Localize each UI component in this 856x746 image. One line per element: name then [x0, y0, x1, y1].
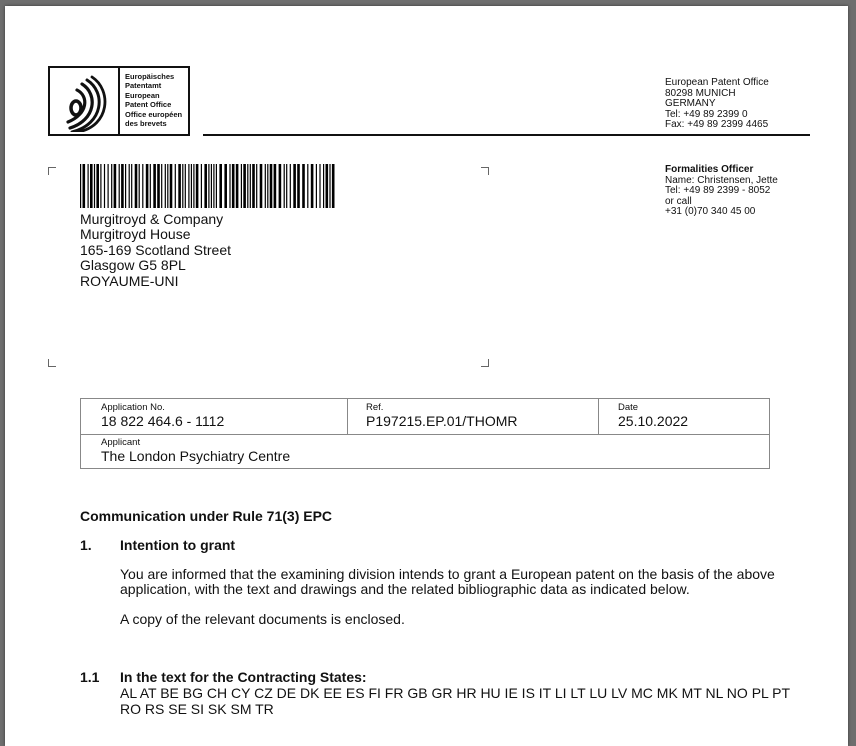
recipient-line: Murgitroyd House	[80, 226, 191, 243]
barcode-bar	[311, 164, 314, 208]
barcode-bar	[96, 164, 99, 208]
barcode-bar	[213, 164, 214, 208]
barcode-bar	[329, 164, 330, 208]
document-page	[5, 6, 848, 746]
barcode-bar	[232, 164, 235, 208]
barcode-bar	[185, 164, 186, 208]
recipient-line: Glasgow G5 8PL	[80, 257, 186, 274]
barcode-bar	[150, 164, 151, 208]
barcode-bar	[286, 164, 287, 208]
logo-line: Europäisches	[125, 72, 175, 81]
recipient-line: 165-169 Scotland Street	[80, 241, 231, 258]
barcode-bar	[196, 164, 199, 208]
barcode-bar	[211, 164, 212, 208]
officer-tel: Tel: +49 89 2399 - 8052	[665, 185, 771, 196]
barcode-bar	[201, 164, 202, 208]
barcode-bar	[153, 164, 156, 208]
states-line: AL AT BE BG CH CY CZ DE DK EE ES FI FR GB GR HR HU IE IS IT LI LT LU LV MC MK MT NL NO PL PT	[120, 685, 791, 701]
barcode-bar	[182, 164, 183, 208]
barcode-bar	[208, 164, 209, 208]
section-title: Intention to grant	[120, 537, 236, 553]
barcode-bar	[114, 164, 117, 208]
barcode	[80, 164, 336, 208]
barcode-bar	[293, 164, 296, 208]
logo-separator	[118, 68, 120, 134]
recipient-line: ROYAUME-UNI	[80, 272, 179, 289]
barcode-bar	[236, 164, 239, 208]
epo-tel: Tel: +49 89 2399 0	[665, 108, 748, 120]
window-corner-mark	[481, 359, 489, 367]
barcode-bar	[326, 164, 329, 208]
barcode-bar	[142, 164, 143, 208]
barcode-bar	[90, 164, 93, 208]
formalities-officer	[665, 165, 778, 218]
officer-name: Name: Christensen, Jette	[665, 174, 778, 186]
epo-country: GERMANY	[665, 98, 716, 109]
communication-subject: Communication under Rule 71(3) EPC	[80, 508, 333, 524]
window-corner-mark	[48, 359, 56, 367]
table-divider	[347, 399, 348, 434]
barcode-bar	[224, 164, 227, 208]
barcode-bar	[129, 164, 130, 208]
barcode-bar	[270, 164, 273, 208]
application-no-value: 18 822 464.6 - 1112	[101, 413, 225, 429]
barcode-bar	[243, 164, 246, 208]
barcode-bar	[284, 164, 285, 208]
barcode-bar	[193, 164, 194, 208]
barcode-bar	[274, 164, 277, 208]
window-corner-mark	[48, 167, 56, 175]
epo-address	[665, 78, 769, 131]
officer-alt-phone: +31 (0)70 340 45 00	[665, 206, 756, 217]
barcode-bar	[119, 164, 120, 208]
barcode-bar	[250, 164, 251, 208]
applicant-label: Applicant	[101, 437, 141, 448]
barcode-bar	[260, 164, 263, 208]
officer-title: Formalities Officer	[665, 164, 754, 175]
date-label: Date	[618, 402, 639, 413]
epo-logo	[48, 66, 190, 136]
barcode-bar	[241, 164, 242, 208]
barcode-bar	[161, 164, 162, 208]
barcode-bar	[88, 164, 89, 208]
section-number: 1.1	[80, 669, 100, 685]
application-info-table	[80, 398, 770, 469]
barcode-bar	[125, 164, 126, 208]
barcode-bar	[94, 164, 95, 208]
barcode-bar	[302, 164, 305, 208]
barcode-bar	[297, 164, 300, 208]
barcode-bar	[191, 164, 192, 208]
barcode-bar	[216, 164, 217, 208]
recipient-line: Murgitroyd & Company	[80, 211, 224, 227]
epo-street: 80298 MUNICH	[665, 87, 736, 99]
epo-fax: Fax: +49 89 2399 4465	[665, 119, 769, 130]
barcode-bar	[204, 164, 207, 208]
barcode-bar	[267, 164, 268, 208]
barcode-bar	[165, 164, 166, 208]
barcode-bar	[323, 164, 324, 208]
barcode-bar	[319, 164, 320, 208]
barcode-bar	[131, 164, 132, 208]
paragraph: You are informed that the examining division intends to grant a European patent on the basis of the above application, with the text and drawings and the related bibliographic data as indicated below.	[120, 566, 775, 598]
barcode-bar	[290, 164, 291, 208]
table-divider	[598, 399, 599, 434]
application-no-label: Application No.	[101, 402, 165, 413]
logo-line: Patent Office	[125, 99, 172, 109]
barcode-bar	[100, 164, 101, 208]
contracting-states	[120, 685, 820, 717]
barcode-bar	[252, 164, 255, 208]
barcode-bar	[279, 164, 282, 208]
officer-or-call: or call	[665, 195, 692, 207]
barcode-bar	[332, 164, 335, 208]
section-title: In the text for the Contracting States:	[120, 669, 367, 685]
recipient-address	[80, 212, 231, 289]
logo-line: Patentamt	[125, 80, 162, 90]
barcode-bar	[316, 164, 317, 208]
barcode-bar	[229, 164, 230, 208]
table-divider	[81, 434, 769, 435]
logo-line: des brevets	[125, 118, 167, 128]
barcode-bar	[175, 164, 176, 208]
header-rule	[203, 134, 810, 136]
logo-text	[125, 73, 182, 130]
ref-value: P197215.EP.01/THOMR	[366, 413, 518, 429]
epo-name: European Patent Office	[665, 77, 769, 88]
barcode-bar	[80, 164, 81, 208]
barcode-bar	[256, 164, 257, 208]
states-line: RO RS SE SI SK SM TR	[120, 701, 274, 717]
barcode-bar	[135, 164, 138, 208]
barcode-bar	[157, 164, 160, 208]
window-corner-mark	[481, 167, 489, 175]
barcode-bar	[121, 164, 124, 208]
barcode-bar	[108, 164, 109, 208]
logo-line: Office européen	[125, 110, 183, 119]
logo-line: European	[125, 91, 160, 100]
barcode-bar	[188, 164, 189, 208]
barcode-bar	[170, 164, 173, 208]
barcode-bar	[139, 164, 140, 208]
section-number: 1.	[80, 537, 92, 553]
ref-label: Ref.	[366, 402, 384, 413]
epo-logo-icon	[56, 72, 114, 132]
barcode-bar	[307, 164, 308, 208]
barcode-bar	[219, 164, 222, 208]
barcode-bar	[111, 164, 112, 208]
barcode-bar	[167, 164, 168, 208]
barcode-bar	[146, 164, 149, 208]
date-value: 25.10.2022	[618, 413, 689, 429]
barcode-bar	[265, 164, 266, 208]
barcode-bar	[247, 164, 248, 208]
barcode-bar	[104, 164, 105, 208]
barcode-bar	[83, 164, 86, 208]
applicant-value: The London Psychiatry Centre	[101, 448, 291, 464]
paragraph: A copy of the relevant documents is enclosed.	[120, 611, 405, 627]
barcode-bar	[178, 164, 181, 208]
